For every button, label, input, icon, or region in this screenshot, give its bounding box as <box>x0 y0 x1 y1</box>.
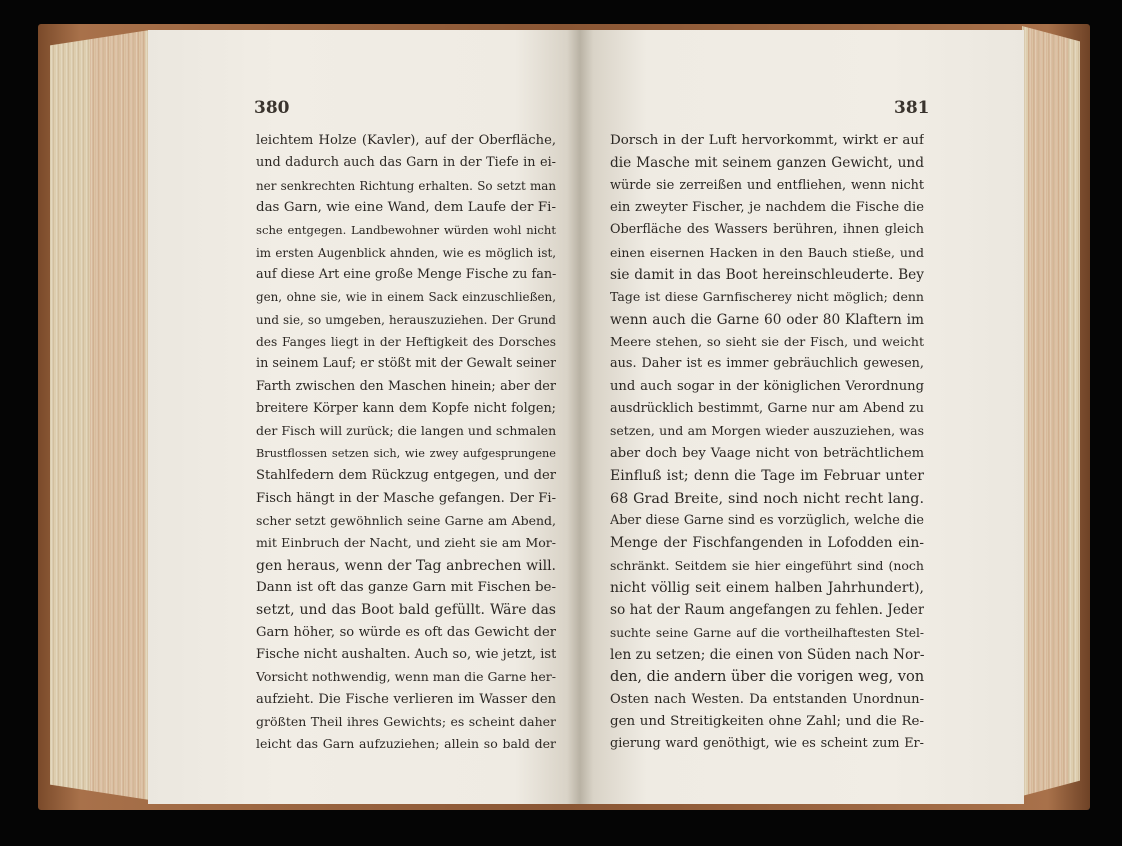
text-line: Farth zwischen den Maschen hinein; aber der <box>256 378 556 394</box>
page-edges-right <box>1022 26 1080 796</box>
text-line: das Garn, wie eine Wand, dem Laufe der Fi- <box>256 200 556 216</box>
text-line: und sie, so umgeben, herauszuziehen. Der Grund <box>256 312 556 327</box>
text-line: größten Theil ihres Gewichts; es scheint daher <box>256 713 556 729</box>
text-line: Garn höher, so würde es oft das Gewicht der <box>256 624 556 640</box>
text-line: und auch sogar in der königlichen Verordnung <box>610 378 924 394</box>
text-line: setzen, und am Morgen wieder auszuziehen, was <box>610 423 924 439</box>
text-line: Tage ist diese Garnfischerey nicht möglich; denn <box>610 289 924 305</box>
text-line: breitere Körper kann dem Kopfe nicht folgen; <box>256 401 556 417</box>
text-line: leicht das Garn aufzuziehen; allein so bald der <box>256 736 556 752</box>
text-line: Osten nach Westen. Da entstanden Unordnun- <box>610 691 924 707</box>
text-line: Meere stehen, so sieht sie der Fisch, und weicht <box>610 334 924 350</box>
text-line: schränkt. Seitdem sie hier eingeführt sind (noch <box>610 557 924 573</box>
text-line: sie damit in das Boot hereinschleuderte. Bey <box>610 267 924 284</box>
left-page <box>148 30 580 804</box>
text-line: Brustflossen setzen sich, wie zwey aufgesprungene <box>256 446 556 460</box>
text-line: suchte seine Garne auf die vortheilhaftesten Stel- <box>610 625 924 640</box>
text-line: gen heraus, wenn der Tag anbrechen will. <box>256 557 556 574</box>
text-line: und dadurch auch das Garn in der Tiefe in ei- <box>256 155 556 171</box>
text-line: so hat der Raum angefangen zu fehlen. Jeder <box>610 602 924 619</box>
text-line: Menge der Fischfangenden in Lofodden ein- <box>610 535 924 552</box>
text-line: nicht völlig seit einem halben Jahrhundert), <box>610 579 924 596</box>
text-line: Fisch hängt in der Masche gefangen. Der Fi- <box>256 490 556 506</box>
text-line: aus. Daher ist es immer gebräuchlich gewesen, <box>610 356 924 372</box>
page-text <box>256 130 556 756</box>
text-line: ausdrücklich bestimmt, Garne nur am Abend zu <box>610 401 924 417</box>
right-page <box>580 30 1024 804</box>
text-line: gierung ward genöthigt, wie es scheint zum Er- <box>610 736 924 752</box>
text-line: Oberfläche des Wassers berühren, ihnen gleich <box>610 222 924 238</box>
text-line: die Masche mit seinem ganzen Gewicht, und <box>610 155 924 172</box>
text-line: auf diese Art eine große Menge Fische zu fan- <box>256 267 556 283</box>
text-line: den, die andern über die vorigen weg, von <box>610 668 924 686</box>
text-line: len zu setzen; die einen von Süden nach Nor- <box>610 646 924 663</box>
text-line: 68 Grad Breite, sind noch nicht recht lang. <box>610 490 924 507</box>
text-line: scher setzt gewöhnlich seine Garne am Abend, <box>256 512 556 528</box>
text-line: mit Einbruch der Nacht, und zieht sie am Mor- <box>256 535 556 551</box>
text-line: ein zweyter Fischer, je nachdem die Fische die <box>610 200 924 216</box>
text-line: aber doch bey Vaage nicht von beträchtlichem <box>610 445 924 461</box>
text-line: des Fanges liegt in der Heftigkeit des Dorsches <box>256 335 556 350</box>
text-line: Dorsch in der Luft hervorkommt, wirkt er auf <box>610 133 924 148</box>
text-line: in seinem Lauf; er stößt mit der Gewalt seiner <box>256 356 556 372</box>
text-line: gen und Streitigkeiten ohne Zahl; und die Re- <box>610 713 924 729</box>
text-line: Aber diese Garne sind es vorzüglich, welche die <box>610 512 924 528</box>
text-line: sche entgegen. Landbewohner würden wohl nicht <box>256 223 556 238</box>
page-text <box>610 130 924 756</box>
text-line: Einfluß ist; denn die Tage im Februar unter <box>610 468 924 485</box>
page-edges-left <box>50 30 150 800</box>
text-line: würde sie zerreißen und entfliehen, wenn nicht <box>610 177 924 193</box>
text-line: Stahlfedern dem Rückzug entgegen, und der <box>256 468 556 484</box>
page-number: 381 <box>894 98 930 118</box>
page-number: 380 <box>254 98 290 118</box>
text-line: leichtem Holze (Kavler), auf der Oberfläche, <box>256 133 556 148</box>
text-line: einen eisernen Hacken in den Bauch stieße, und <box>610 244 924 260</box>
text-line: der Fisch will zurück; die langen und schmalen <box>256 423 556 439</box>
text-line: wenn auch die Garne 60 oder 80 Klaftern im <box>610 311 924 328</box>
text-line: gen, ohne sie, wie in einem Sack einzuschließen, <box>256 290 556 305</box>
text-line: Fische nicht aushalten. Auch so, wie jetzt, ist <box>256 646 556 662</box>
text-line: aufzieht. Die Fische verlieren im Wasser den <box>256 691 556 707</box>
text-line: ner senkrechten Richtung erhalten. So setzt man <box>256 178 556 193</box>
text-line: Vorsicht nothwendig, wenn man die Garne her- <box>256 669 556 685</box>
text-line: Dann ist oft das ganze Garn mit Fischen be- <box>256 579 556 595</box>
text-line: setzt, und das Boot bald gefüllt. Wäre das <box>256 602 556 619</box>
text-line: im ersten Augenblick ahnden, wie es möglich ist, <box>256 245 556 260</box>
